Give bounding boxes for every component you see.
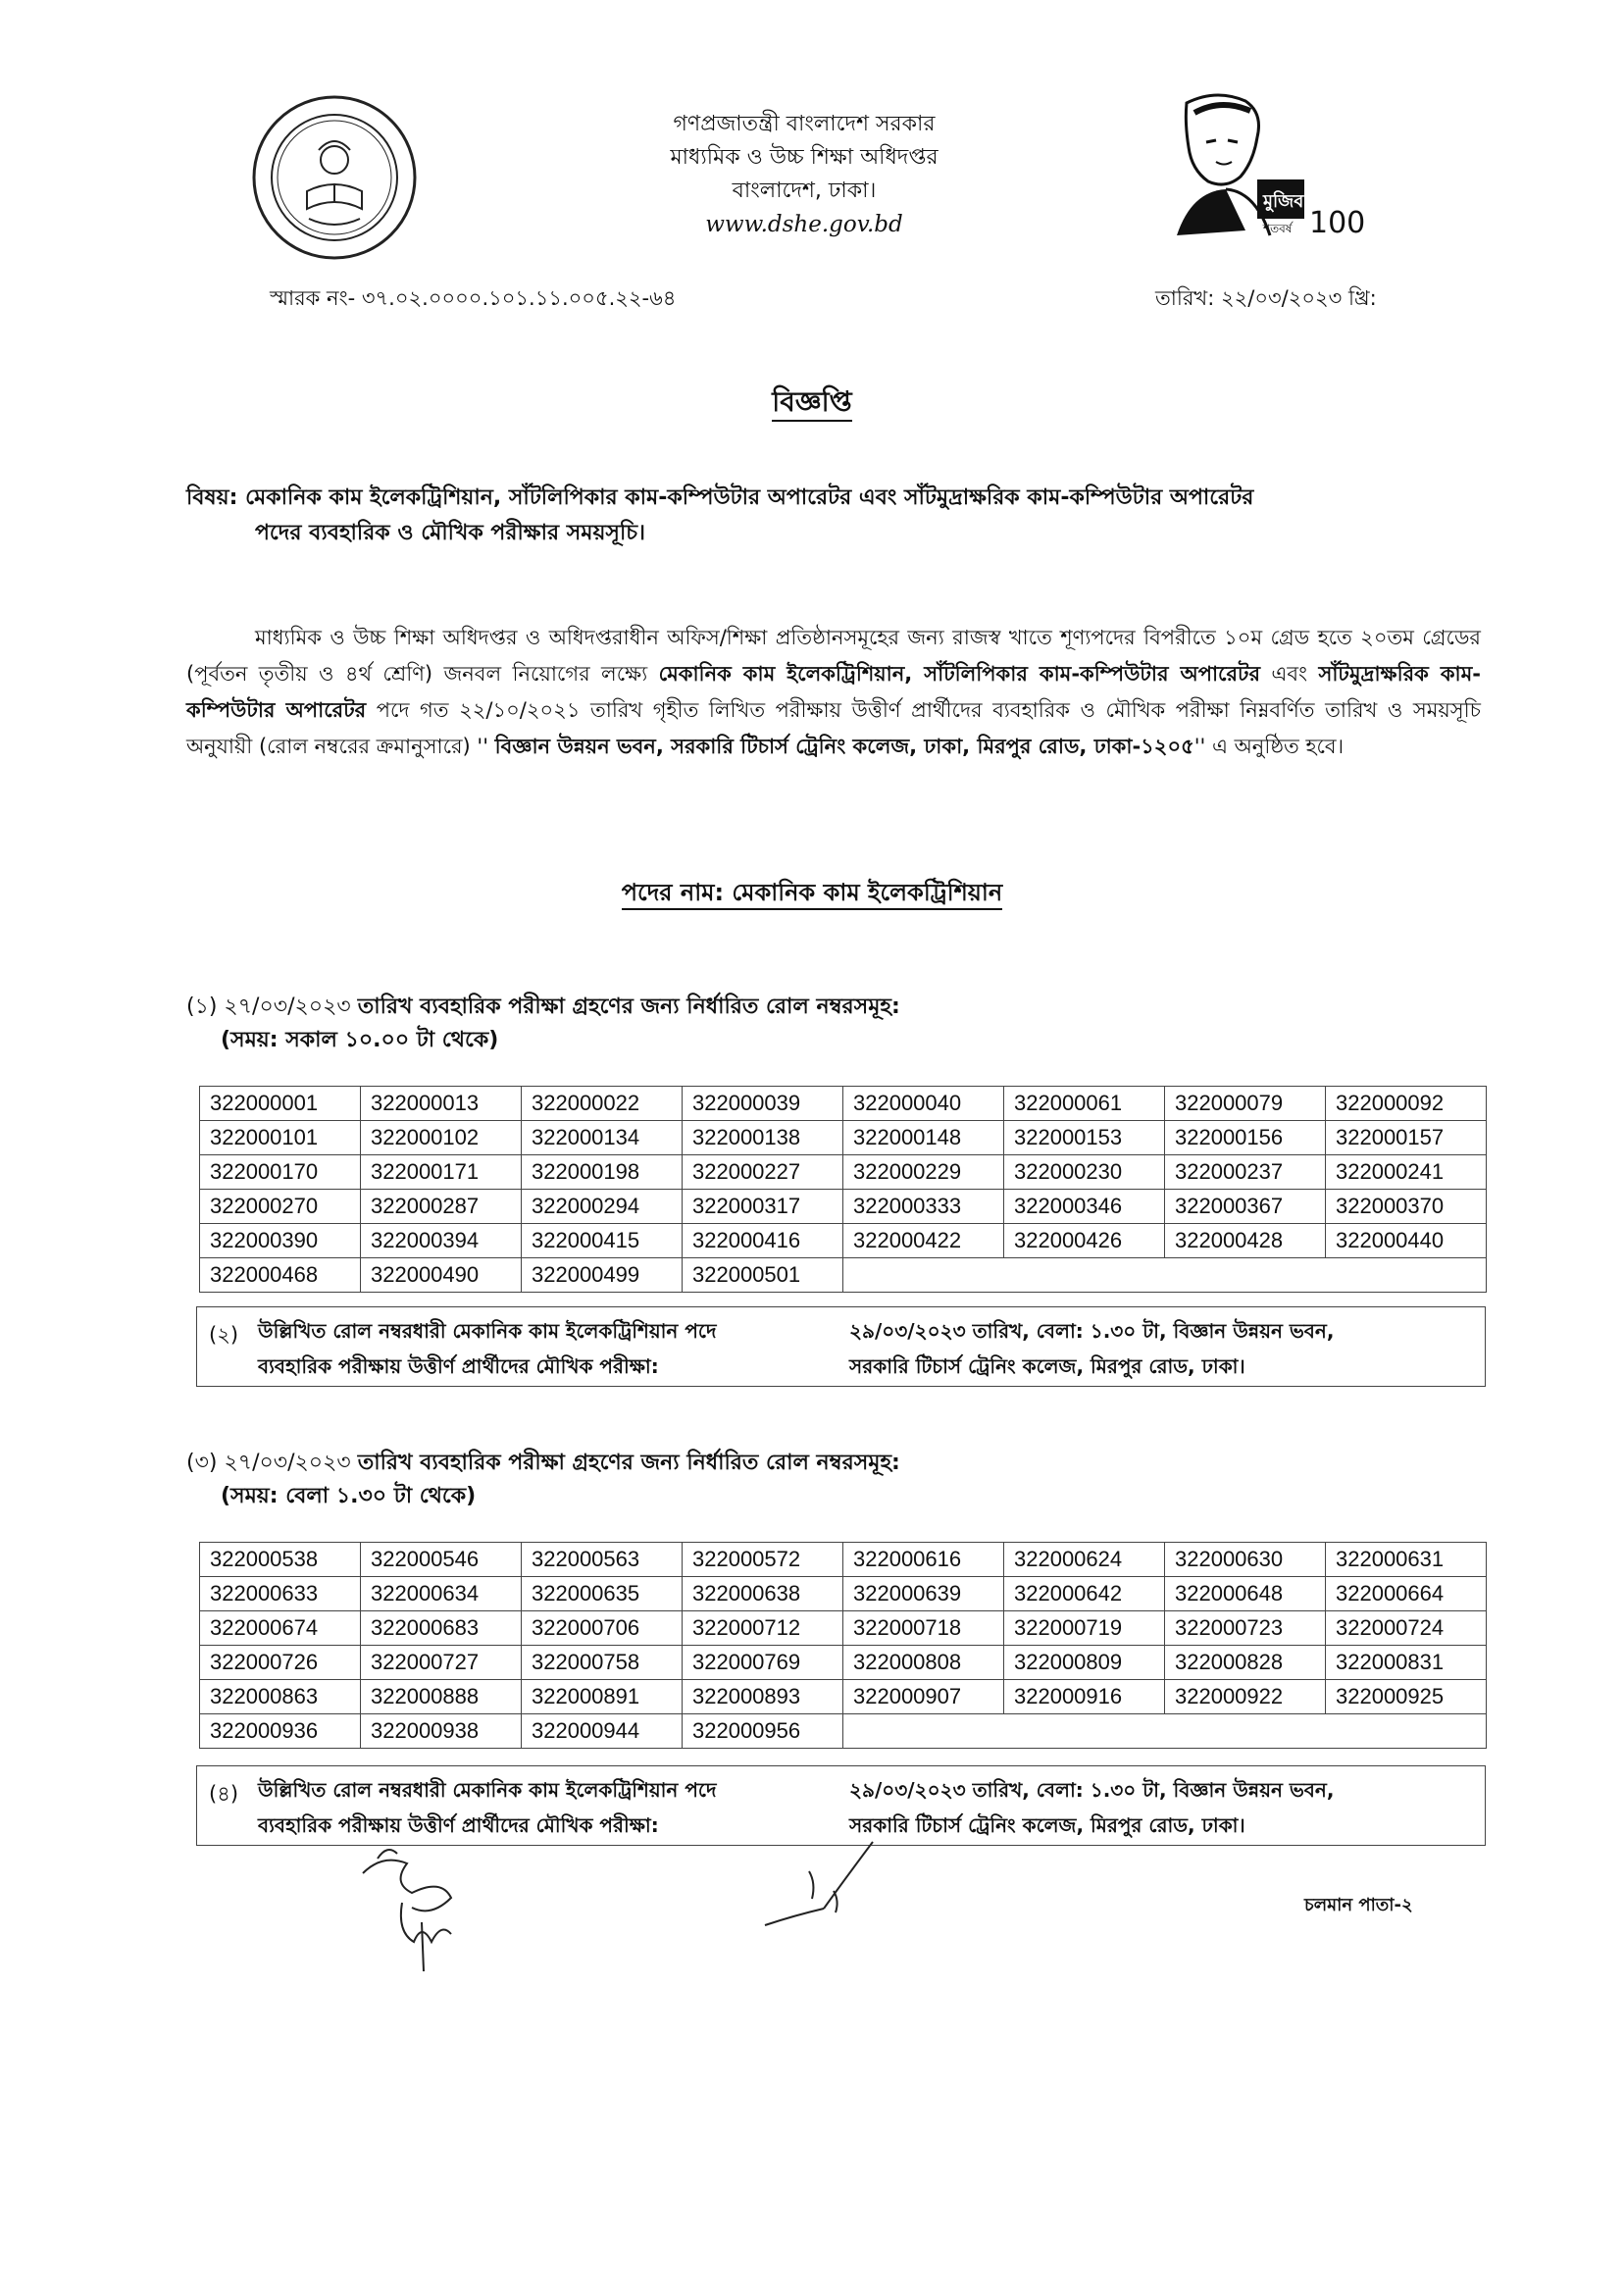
roll-number-cell: 322000229 [843,1155,1004,1190]
subject-line-2: পদের ব্যবহারিক ও মৌখিক পরীক্ষার সময়সূচি। [255,521,645,545]
body-bold-venue: বিজ্ঞান উন্নয়ন ভবন, সরকারি টিচার্স ট্রেনিং কলেজ, ঢাকা, মিরপুর রোড, ঢাকা-১২০৫ [494,735,1194,758]
roll-number-cell: 322000171 [361,1155,522,1190]
logo-text-sub: শতবর্ষ [1263,222,1293,235]
subject [186,481,1481,551]
roll-number-cell: 322000563 [522,1543,683,1577]
post-name-heading [0,875,1624,914]
table-row [200,1543,1487,1577]
office-header [549,108,1059,241]
roll-number-cell: 322000828 [1165,1646,1326,1680]
post-name-text: পদের নাম: মেকানিক কাম ইলেকট্রিশিয়ান [622,879,1002,910]
roll-number-cell: 322000440 [1326,1224,1487,1258]
roll-number-cell: 322000157 [1326,1121,1487,1155]
viva-2-left-line-2: ব্যবহারিক পরীক্ষায় উত্তীর্ণ প্রার্থীদের মৌখিক পরীক্ষা: [258,1813,659,1837]
roll-number-cell: 322000138 [683,1121,843,1155]
table-row [200,1714,1487,1749]
table-row [200,1121,1487,1155]
roll-number-cell: 322000907 [843,1680,1004,1714]
roll-number-cell: 322000635 [522,1577,683,1611]
table-row [200,1087,1487,1121]
table-row [200,1611,1487,1646]
roll-number-cell: 322000499 [522,1258,683,1293]
roll-number-cell: 322000630 [1165,1543,1326,1577]
table-row [200,1155,1487,1190]
roll-number-cell: 322000346 [1004,1190,1165,1224]
section-3-title: তারিখ ব্যবহারিক পরীক্ষা গ্রহণের জন্য নির্ধারিত রোল নম্বরসমূহ: [357,1451,900,1475]
roll-number-cell: 322000674 [200,1611,361,1646]
roll-number-cell: 322000633 [200,1577,361,1611]
roll-number-cell: 322000317 [683,1190,843,1224]
roll-number-cell: 322000426 [1004,1224,1165,1258]
roll-number-cell: 322000501 [683,1258,843,1293]
roll-number-cell: 322000230 [1004,1155,1165,1190]
viva-1-left-line-1: উল্লিখিত রোল নম্বরধারী মেকানিক কাম ইলেকট্রিশিয়ান পদে [258,1319,717,1343]
header-line-2: মাধ্যমিক ও উচ্চ শিক্ষা অধিদপ্তর [670,145,939,170]
notice-title [0,381,1624,427]
viva-2-number: (৪) [209,1782,239,1806]
roll-number-cell: 322000538 [200,1543,361,1577]
table-row [200,1258,1487,1293]
body-text-4: '' এ অনুষ্ঠিত হবে। [1193,735,1345,758]
roll-number-cell: 322000944 [522,1714,683,1749]
roll-number-cell: 322000333 [843,1190,1004,1224]
roll-number-cell: 322000831 [1326,1646,1487,1680]
roll-number-cell: 322000938 [361,1714,522,1749]
roll-number-cell: 322000153 [1004,1121,1165,1155]
roll-number-cell: 322000148 [843,1121,1004,1155]
roll-number-cell: 322000013 [361,1087,522,1121]
viva-2-left-line-1: উল্লিখিত রোল নম্বরধারী মেকানিক কাম ইলেকট্রিশিয়ান পদে [258,1778,717,1802]
roll-number-cell: 322000061 [1004,1087,1165,1121]
roll-number-cell: 322000101 [200,1121,361,1155]
handwritten-signature-1 [353,1824,500,1981]
roll-number-cell: 322000237 [1165,1155,1326,1190]
roll-number-cell: 322000631 [1326,1543,1487,1577]
viva-2-right-line-1: ২৯/০৩/২০২৩ তারিখ, বেলা: ১.৩০ টা, বিজ্ঞান উন্নয়ন ভবন, [849,1778,1335,1802]
roll-number-cell: 322000270 [200,1190,361,1224]
roll-number-cell: 322000039 [683,1087,843,1121]
roll-number-cell: 322000758 [522,1646,683,1680]
section-3-time: (সময়: বেলা ১.৩০ টা থেকে) [221,1484,477,1508]
roll-number-cell: 322000428 [1165,1224,1326,1258]
viva-box-1 [196,1306,1486,1387]
roll-number-cell: 322000634 [361,1577,522,1611]
roll-number-cell: 322000156 [1165,1121,1326,1155]
roll-number-cell: 322000294 [522,1190,683,1224]
roll-number-cell: 322000719 [1004,1611,1165,1646]
roll-number-cell: 322000727 [361,1646,522,1680]
roll-number-cell: 322000683 [361,1611,522,1646]
logo-text-num: 100 [1309,206,1366,240]
roll-number-cell: 322000490 [361,1258,522,1293]
roll-number-cell: 322000718 [843,1611,1004,1646]
roll-number-cell: 322000241 [1326,1155,1487,1190]
running-page-note: চলমান পাতা-২ [1304,1895,1413,1915]
roll-number-cell: 322000648 [1165,1577,1326,1611]
roll-table-3 [199,1542,1487,1749]
roll-number-cell: 322000546 [361,1543,522,1577]
mujib-centenary-logo [1147,83,1378,240]
roll-number-cell: 322000809 [1004,1646,1165,1680]
table-row [200,1577,1487,1611]
roll-number-cell: 322000936 [200,1714,361,1749]
roll-number-cell: 322000416 [683,1224,843,1258]
empty-cell [843,1714,1487,1749]
body-text-3: পদে গত ২২/১০/২০২১ তারিখ গৃহীত লিখিত পরীক্ষায় উত্তীর্ণ প্রার্থীদের ব্যবহারিক ও মৌখিক পরীক্ষা নিম্নবর্ণিত তারিখ ও সময়সূচি অনুযায়ী (রোল নম্বরের ক্রমানুসারে) '' [186,698,1481,758]
roll-number-cell: 322000922 [1165,1680,1326,1714]
roll-number-cell: 322000079 [1165,1087,1326,1121]
table-row [200,1224,1487,1258]
notice-title-text: বিজ্ঞপ্তি [772,385,851,422]
roll-number-cell: 322000724 [1326,1611,1487,1646]
roll-number-cell: 322000726 [200,1646,361,1680]
table-row [200,1680,1487,1714]
roll-number-cell: 322000706 [522,1611,683,1646]
body-paragraph [186,620,1481,765]
roll-table-1 [199,1086,1487,1293]
body-bold-posts: মেকানিক কাম ইলেকট্রিশিয়ান, সাঁটলিপিকার কাম-কম্পিউটার অপারেটর [658,662,1261,686]
roll-number-cell: 322000956 [683,1714,843,1749]
body-bold-post-2: সাঁটমুদ্রাক্ষরিক কাম-কম্পিউটার অপারেটর [186,662,1481,722]
section-1-time: (সময়: সকাল ১০.০০ টা থেকে) [221,1028,499,1052]
viva-2-right-line-2: সরকারি টিচার্স ট্রেনিং কলেজ, মিরপুর রোড, ঢাকা। [849,1813,1245,1837]
roll-number-cell: 322000893 [683,1680,843,1714]
roll-number-cell: 322000370 [1326,1190,1487,1224]
roll-number-cell: 322000001 [200,1087,361,1121]
roll-number-cell: 322000769 [683,1646,843,1680]
roll-number-cell: 322000367 [1165,1190,1326,1224]
viva-1-right-line-2: সরকারি টিচার্স ট্রেনিং কলেজ, মিরপুর রোড, ঢাকা। [849,1354,1245,1378]
viva-1-left-line-2: ব্যবহারিক পরীক্ষায় উত্তীর্ণ প্রার্থীদের মৌখিক পরীক্ষা: [258,1354,659,1378]
roll-number-cell: 322000040 [843,1087,1004,1121]
roll-number-cell: 322000712 [683,1611,843,1646]
roll-number-cell: 322000572 [683,1543,843,1577]
roll-number-cell: 322000422 [843,1224,1004,1258]
roll-number-cell: 322000170 [200,1155,361,1190]
logo-text-main: মুজিব [1263,191,1304,212]
roll-number-cell: 322000390 [200,1224,361,1258]
memo-date: তারিখ: ২২/০৩/২০২৩ খ্রি: [1155,286,1377,310]
roll-number-cell: 322000916 [1004,1680,1165,1714]
roll-number-cell: 322000624 [1004,1543,1165,1577]
subject-line-1: বিষয়: মেকানিক কাম ইলেকট্রিশিয়ান, সাঁটলিপিকার কাম-কম্পিউটার অপারেটর এবং সাঁটমুদ্রাক্ষরিক কাম-কম্পিউটার অপারেটর [186,485,1254,510]
viva-1-right-line-1: ২৯/০৩/২০২৩ তারিখ, বেলা: ১.৩০ টা, বিজ্ঞান উন্নয়ন ভবন, [849,1319,1335,1343]
roll-number-cell: 322000616 [843,1543,1004,1577]
section-1-prefix: (১) ২৭/০৩/২০২৩ [186,994,358,1019]
section-1-heading [186,991,900,1057]
roll-number-cell: 322000639 [843,1577,1004,1611]
website-link[interactable]: www.dshe.gov.bd [705,212,903,237]
roll-number-cell: 322000888 [361,1680,522,1714]
roll-number-cell: 322000925 [1326,1680,1487,1714]
roll-number-cell: 322000808 [843,1646,1004,1680]
body-text-1: মাধ্যমিক ও উচ্চ শিক্ষা অধিদপ্তর ও অধিদপ্তরাধীন অফিস/শিক্ষা প্রতিষ্ঠানসমূহের জন্য রাজস্ব খাতে শূণ্যপদের বিপরীতে ১০ম গ্রেড হতে ২০তম গ্রেডের (পূর্বতন তৃতীয় ও ৪র্থ শ্রেণি) জনবল নিয়োগের লক্ষ্যে [186,626,1481,686]
memo-number: স্মারক নং- ৩৭.০২.০০০০.১০১.১১.০০৫.২২-৬৪ [270,286,677,310]
roll-number-cell: 322000642 [1004,1577,1165,1611]
handwritten-signature-2 [755,1822,912,1940]
roll-number-cell: 322000664 [1326,1577,1487,1611]
roll-number-cell: 322000198 [522,1155,683,1190]
roll-number-cell: 322000468 [200,1258,361,1293]
viva-1-number: (২) [209,1323,239,1347]
roll-number-cell: 322000287 [361,1190,522,1224]
roll-number-cell: 322000891 [522,1680,683,1714]
header-line-1: গণপ্রজাতন্ত্রী বাংলাদেশ সরকার [673,112,936,136]
roll-number-cell: 322000134 [522,1121,683,1155]
roll-number-cell: 322000092 [1326,1087,1487,1121]
roll-number-cell: 322000102 [361,1121,522,1155]
roll-number-cell: 322000863 [200,1680,361,1714]
roll-number-cell: 322000638 [683,1577,843,1611]
roll-number-cell: 322000415 [522,1224,683,1258]
roll-number-cell: 322000022 [522,1087,683,1121]
header-line-3: বাংলাদেশ, ঢাকা। [732,178,877,203]
section-1-title: তারিখ ব্যবহারিক পরীক্ষা গ্রহণের জন্য নির্ধারিত রোল নম্বরসমূহ: [357,994,900,1019]
table-row [200,1190,1487,1224]
table-row [200,1646,1487,1680]
government-seal [250,93,419,262]
section-3-heading [186,1447,900,1513]
roll-number-cell: 322000227 [683,1155,843,1190]
roll-number-cell: 322000723 [1165,1611,1326,1646]
body-text-2: এবং [1260,662,1319,686]
roll-number-cell: 322000394 [361,1224,522,1258]
section-3-prefix: (৩) ২৭/০৩/২০২৩ [186,1451,358,1475]
empty-cell [843,1258,1487,1293]
